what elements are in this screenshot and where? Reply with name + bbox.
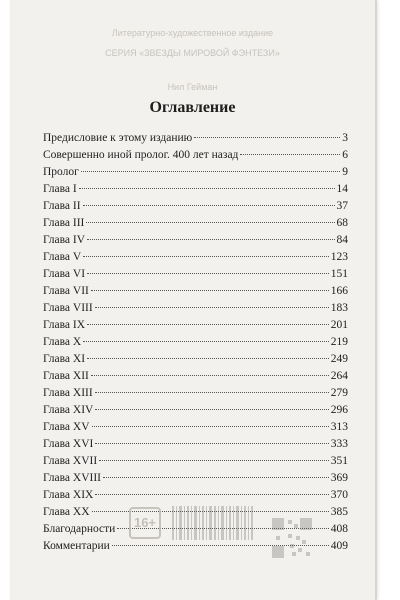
toc-entry-label: Пролог: [43, 166, 79, 178]
toc-entry-label: Глава I: [43, 183, 77, 195]
toc-leader-dots: [83, 205, 335, 206]
toc-entry: [43, 334, 348, 351]
bleed-through-line-3: Нил Гейман: [167, 82, 218, 92]
toc-entry: [43, 419, 348, 436]
toc-entry: [43, 351, 348, 368]
toc-leader-dots: [95, 494, 328, 495]
toc-entry-label: Глава XV: [43, 421, 90, 433]
toc-entry-page: 313: [330, 421, 348, 433]
toc-entry-label: Глава XVIII: [43, 472, 101, 484]
toc-entry-label: Комментарии: [43, 540, 110, 552]
toc-leader-dots: [95, 443, 328, 444]
toc-entry-label: Глава III: [43, 217, 85, 229]
age-rating-badge: 16+: [129, 507, 161, 539]
toc-leader-dots: [87, 324, 329, 325]
toc-leader-dots: [99, 460, 329, 461]
toc-entry-label: Предисловие к этому изданию: [43, 132, 193, 144]
toc-entry-label: Глава XII: [43, 370, 89, 382]
toc-leader-dots: [95, 409, 328, 410]
toc-entry: [43, 470, 348, 487]
toc-entry: [43, 198, 348, 215]
toc-leader-dots: [87, 239, 334, 240]
toc-entry-page: 333: [330, 438, 348, 450]
table-of-contents: [43, 130, 348, 555]
toc-entry-page: 296: [330, 404, 348, 416]
toc-entry-label: Глава V: [43, 251, 82, 263]
toc-entry-page: 183: [330, 302, 348, 314]
toc-leader-dots: [87, 358, 329, 359]
toc-leader-dots: [91, 290, 329, 291]
toc-entry: [43, 368, 348, 385]
toc-entry: [43, 147, 348, 164]
toc-entry-label: Глава II: [43, 200, 81, 212]
toc-entry: [43, 402, 348, 419]
toc-entry-page: 264: [330, 370, 348, 382]
toc-entry-page: 408: [330, 523, 348, 535]
page-title: Оглавление: [149, 99, 236, 116]
toc-entry: [43, 385, 348, 402]
toc-entry-page: 351: [330, 455, 348, 467]
toc-entry-label: Глава IV: [43, 234, 86, 246]
qr-code-graphic: [272, 518, 312, 558]
toc-entry-page: 37: [336, 200, 348, 212]
toc-entry-page: 249: [330, 353, 348, 365]
toc-entry-label: Глава X: [43, 336, 82, 348]
toc-entry-label: Глава VIII: [43, 302, 93, 314]
toc-entry-page: 369: [330, 472, 348, 484]
toc-leader-dots: [81, 171, 340, 172]
toc-entry-page: 84: [336, 234, 348, 246]
book-page: [10, 0, 375, 600]
toc-leader-dots: [194, 137, 340, 138]
toc-entry-page: 6: [342, 149, 348, 161]
toc-leader-dots: [103, 477, 329, 478]
toc-entry-label: Глава XVI: [43, 438, 94, 450]
toc-entry-page: 279: [330, 387, 348, 399]
toc-entry-page: 3: [342, 132, 348, 144]
toc-entry-label: Глава XI: [43, 353, 86, 365]
toc-entry-label: Совершенно иной пролог. 400 лет назад: [43, 149, 239, 161]
toc-entry: [43, 181, 348, 198]
toc-entry: [43, 453, 348, 470]
toc-entry-page: 409: [330, 540, 348, 552]
toc-entry: [43, 436, 348, 453]
toc-leader-dots: [87, 273, 329, 274]
toc-entry: [43, 317, 348, 334]
toc-entry-label: Глава XVII: [43, 455, 98, 467]
toc-entry: [43, 266, 348, 283]
toc-leader-dots: [91, 375, 329, 376]
toc-entry: [43, 164, 348, 181]
toc-leader-dots: [83, 256, 329, 257]
toc-entry-label: Глава VII: [43, 285, 89, 297]
bleed-through-line-2: СЕРИЯ «ЗВЕЗДЫ МИРОВОЙ ФЭНТЕЗИ»: [105, 48, 280, 58]
toc-entry-label: Глава XIII: [43, 387, 93, 399]
toc-entry-page: 14: [336, 183, 348, 195]
toc-entry: [43, 232, 348, 249]
barcode-graphic: [170, 506, 255, 546]
toc-entry-page: 385: [330, 506, 348, 518]
toc-entry-page: 219: [330, 336, 348, 348]
toc-leader-dots: [83, 341, 329, 342]
toc-entry: [43, 487, 348, 504]
toc-leader-dots: [95, 392, 329, 393]
toc-entry-page: 151: [330, 268, 348, 280]
toc-leader-dots: [86, 222, 334, 223]
toc-leader-dots: [92, 426, 329, 427]
toc-entry-label: Глава XIV: [43, 404, 94, 416]
toc-entry-page: 123: [330, 251, 348, 263]
toc-entry-label: Глава XX: [43, 506, 90, 518]
toc-entry-page: 68: [336, 217, 348, 229]
toc-entry: [43, 300, 348, 317]
bleed-through-line-1: Литературно-художественное издание: [111, 28, 274, 38]
toc-entry: [43, 249, 348, 266]
toc-entry-page: 9: [342, 166, 348, 178]
toc-leader-dots: [79, 188, 335, 189]
toc-entry-page: 370: [330, 489, 348, 501]
toc-entry: [43, 130, 348, 147]
toc-entry-label: Глава XIX: [43, 489, 94, 501]
page-edge: [375, 0, 377, 600]
toc-entry-page: 166: [330, 285, 348, 297]
toc-entry-label: Благодарности: [43, 523, 116, 535]
toc-leader-dots: [240, 154, 340, 155]
toc-entry-label: Глава IX: [43, 319, 86, 331]
toc-entry-label: Глава VI: [43, 268, 86, 280]
toc-entry: [43, 283, 348, 300]
toc-leader-dots: [95, 307, 329, 308]
toc-entry-page: 201: [330, 319, 348, 331]
toc-entry: [43, 215, 348, 232]
